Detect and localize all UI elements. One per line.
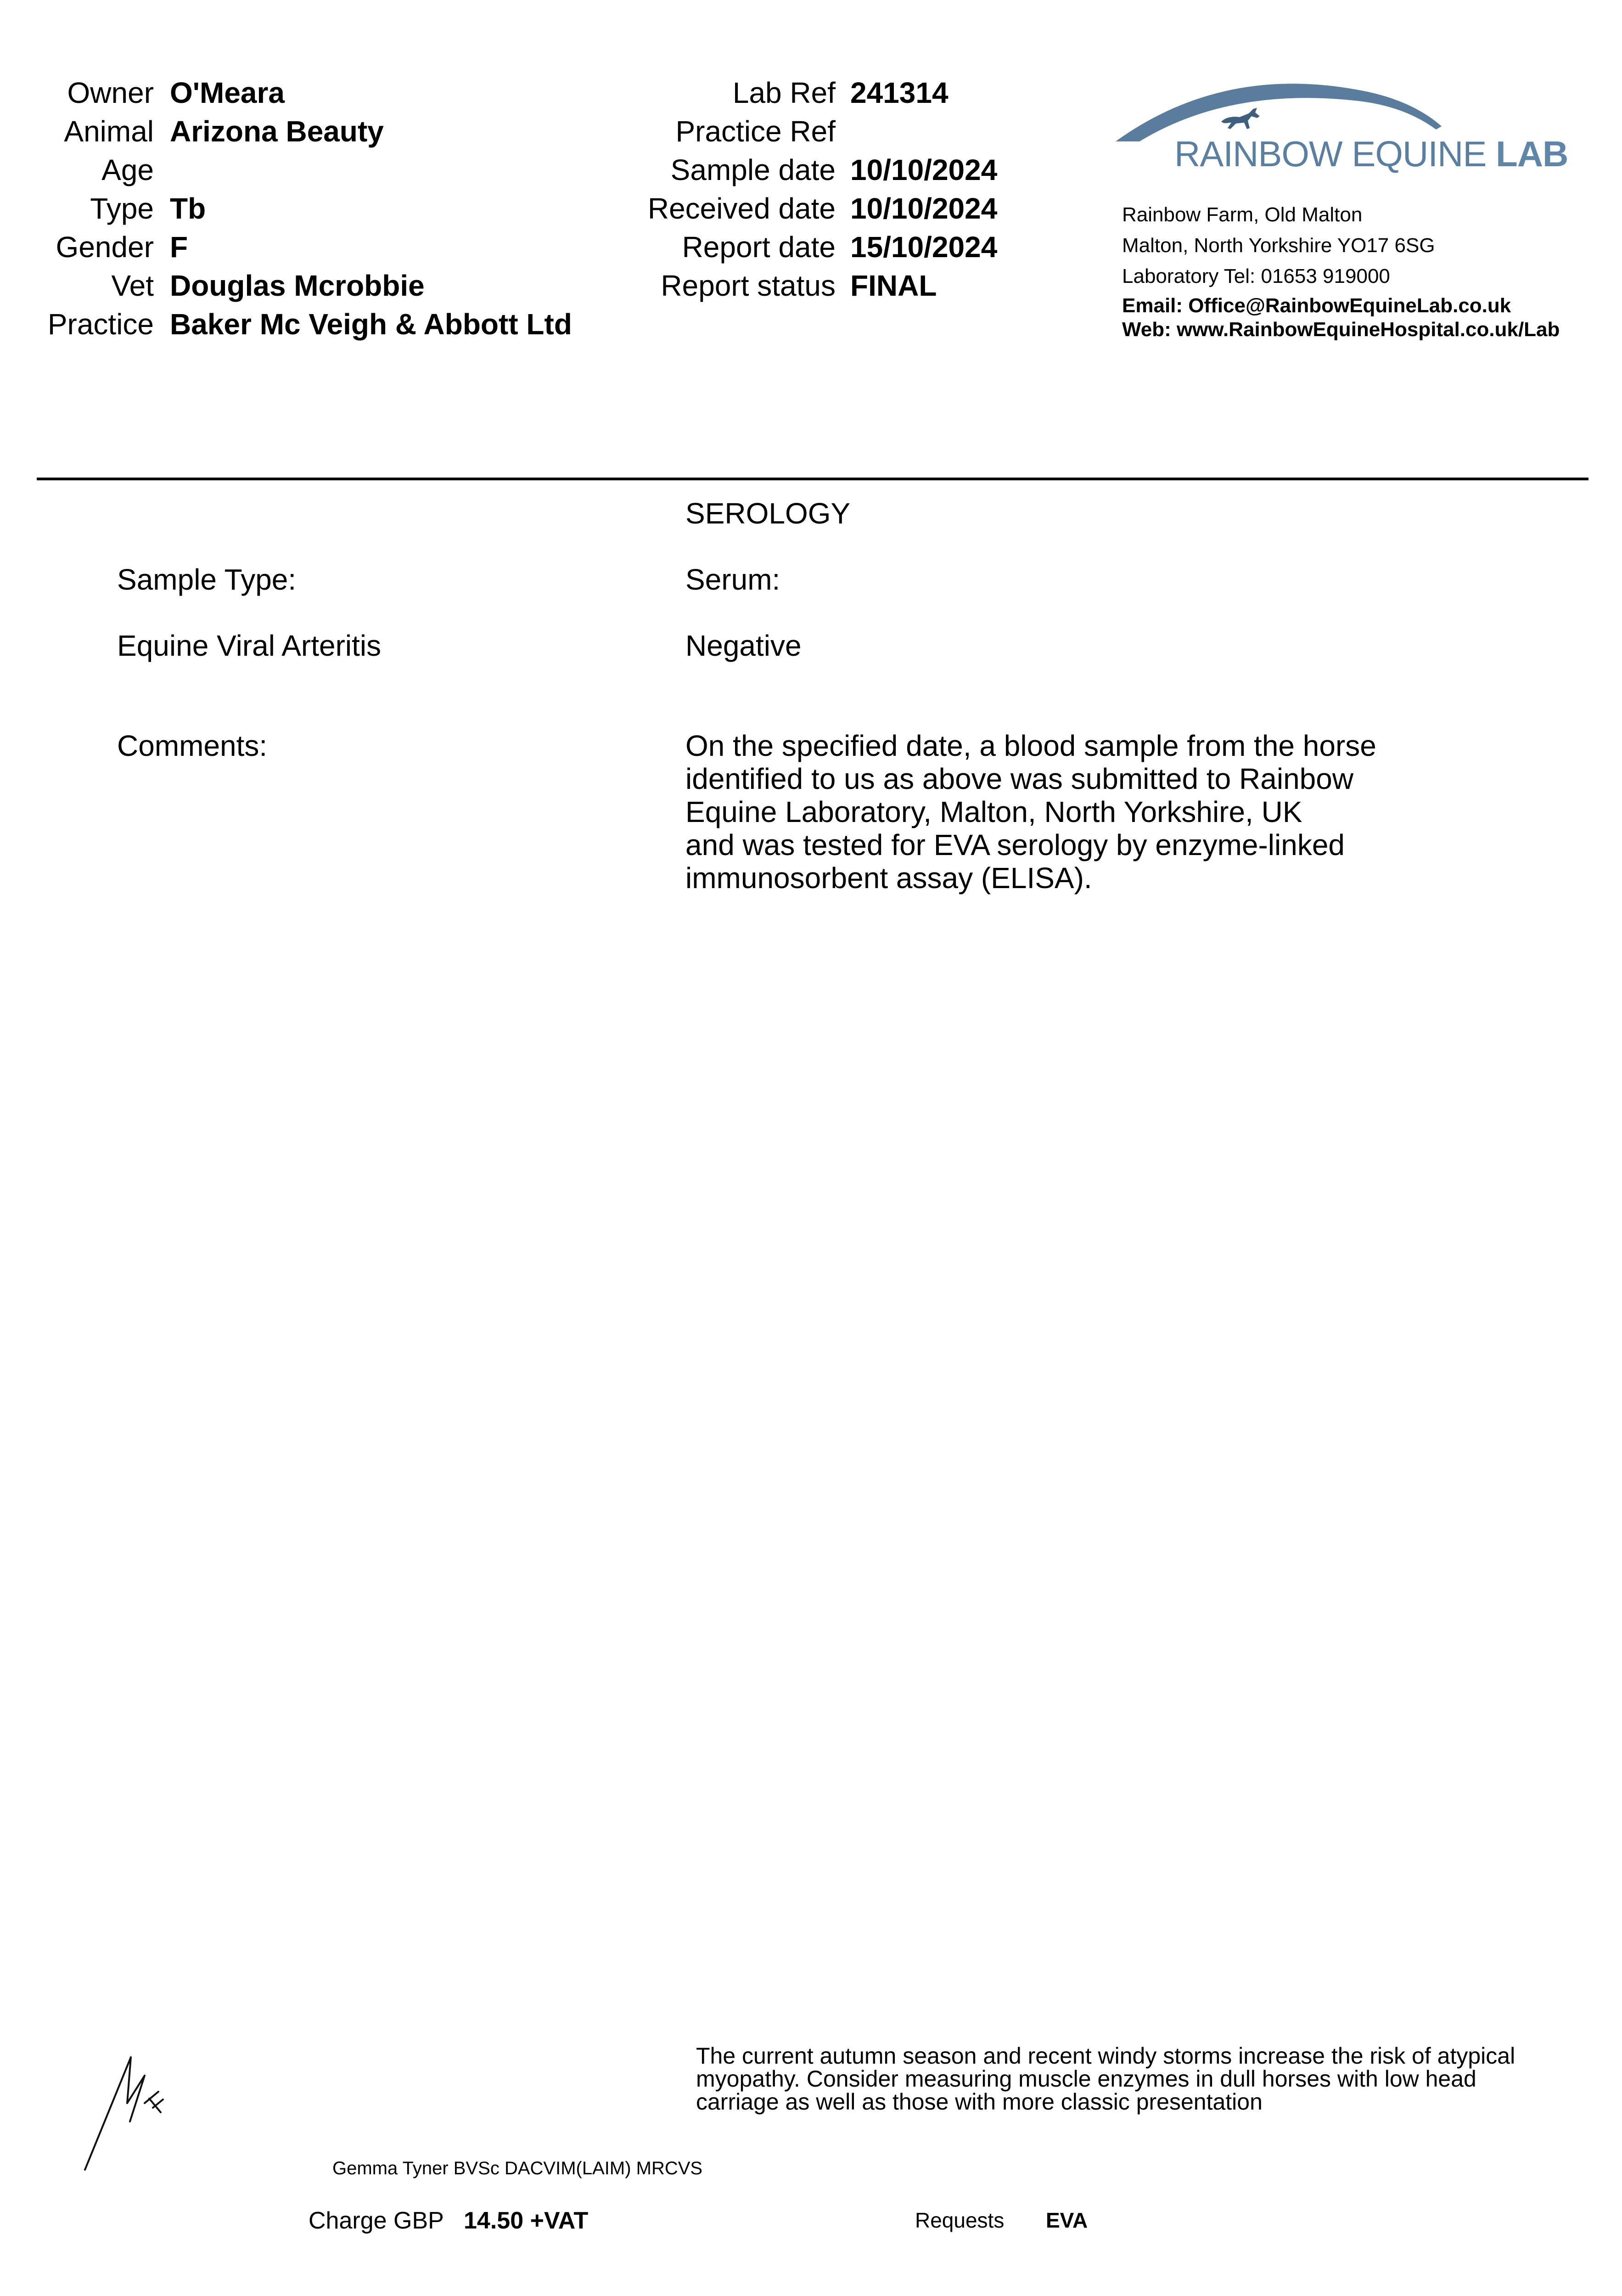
- owner-label: Owner: [67, 76, 154, 109]
- seasonal-advisory-note: The current autumn season and recent windy storms increase the risk of atypical myopathy. Consider measuring muscle enzymes in dull horses with low head carriage as well as those with more classic presentation: [696, 2043, 1515, 2115]
- requests-label: Requests: [915, 2208, 1005, 2232]
- charge-label: Charge GBP: [309, 2207, 444, 2234]
- comments-text: On the specified date, a blood sample from the horse identified to us as above was submitted to Rainbow Equine Laboratory, Malton, North Yorkshire, UK and was tested for EVA serology by enzyme-linked immunosorbent assay (ELISA).: [685, 729, 1376, 895]
- requests-value: EVA: [1046, 2208, 1088, 2232]
- type-value: Tb: [170, 192, 206, 225]
- vet-value: Douglas Mcrobbie: [170, 269, 425, 302]
- lab-name: [1174, 133, 1568, 175]
- report-status-label: Report status: [661, 269, 836, 302]
- address-phone: Laboratory Tel: 01653 919000: [1122, 265, 1390, 287]
- section-title: SEROLOGY: [685, 497, 851, 530]
- comments-label: Comments:: [117, 729, 268, 762]
- received-date-label: Received date: [647, 192, 836, 225]
- practice-ref-label: Practice Ref: [675, 115, 836, 148]
- practice-ref-value: [850, 112, 997, 151]
- sample-date-value: 10/10/2024: [850, 153, 998, 186]
- patient-labels: [0, 73, 154, 343]
- header-divider: [37, 478, 1588, 480]
- age-label: Age: [101, 153, 154, 186]
- lab-ref-value: 241314: [850, 76, 949, 109]
- lab-ref-label: Lab Ref: [732, 76, 836, 109]
- lab-values: [850, 73, 997, 305]
- signer-name: Gemma Tyner BVSc DACVIM(LAIM) MRCVS: [332, 2158, 703, 2178]
- test-name: Equine Viral Arteritis: [117, 629, 382, 662]
- charge-value: 14.50 +VAT: [464, 2207, 589, 2234]
- received-date-value: 10/10/2024: [850, 192, 998, 225]
- lab-name-bold: LAB: [1496, 134, 1568, 174]
- signature: [76, 2048, 177, 2172]
- gender-value: F: [170, 231, 188, 264]
- horse-icon: [1221, 108, 1260, 129]
- lab-logo: [1111, 73, 1568, 184]
- lab-name-regular: RAINBOW EQUINE: [1174, 134, 1496, 174]
- sample-type-value: Serum:: [685, 563, 780, 596]
- lab-address: [1122, 199, 1435, 292]
- lab-contact: [1122, 294, 1560, 342]
- sample-type-label: Sample Type:: [117, 563, 297, 596]
- practice-label: Practice: [47, 308, 154, 341]
- test-result: Negative: [685, 629, 802, 662]
- lab-website[interactable]: Web: www.RainbowEquineHospital.co.uk/Lab: [1122, 318, 1560, 341]
- vet-label: Vet: [111, 269, 154, 302]
- owner-value: O'Meara: [170, 76, 285, 109]
- gender-label: Gender: [56, 231, 154, 264]
- lab-labels: [459, 73, 836, 305]
- address-line-1: Rainbow Farm, Old Malton: [1122, 203, 1363, 226]
- report-status-value: FINAL: [850, 269, 937, 302]
- lab-email[interactable]: Email: Office@RainbowEquineLab.co.uk: [1122, 294, 1511, 317]
- animal-value: Arizona Beauty: [170, 115, 384, 148]
- practice-value: Baker Mc Veigh & Abbott Ltd: [170, 308, 572, 341]
- address-line-2: Malton, North Yorkshire YO17 6SG: [1122, 234, 1435, 257]
- sample-date-label: Sample date: [670, 153, 836, 186]
- type-label: Type: [90, 192, 154, 225]
- report-date-value: 15/10/2024: [850, 231, 998, 264]
- animal-label: Animal: [64, 115, 154, 148]
- report-date-label: Report date: [682, 231, 836, 264]
- rainbow-arc-icon: [1111, 73, 1552, 142]
